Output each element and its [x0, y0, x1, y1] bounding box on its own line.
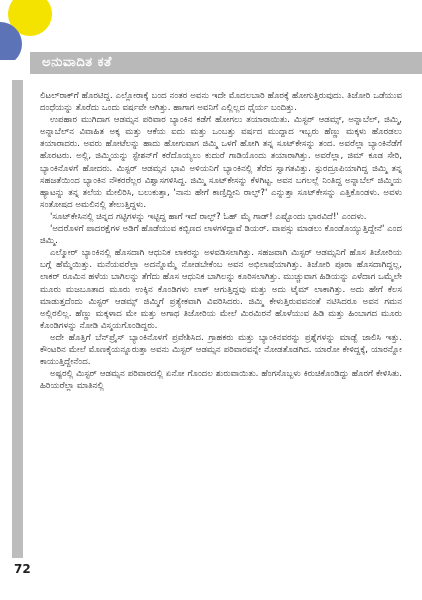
paragraph: ಲಿಟಲ್‌ರಾಕ್‌ಗೆ ಹೊರಟಿದ್ದ. ಎಲ್ಲೋರಾಕ್ಕೆ ಬಂದ ನಂತರ ಅವನು ಇದೇ ಮೊದಲಬಾರಿ ಹೊರಕ್ಕೆ ಹೋಗುತ್ತಿರುವುದು. ತಿಜೋರಿ ಒಡೆಯುವ ದಂಧೆಯನ್ನು ತೊರೆದು ಒಂದು ವರ್ಷವೇ ಆಗಿತ್ತು. ಹಾಗಾಗ ಅವನಿಗೆ ಎಲ್ಲಿಲ್ಲದ ಧೈರ್ಯ ಬಂದಿತ್ತು.	[40, 91, 402, 114]
story-body	[40, 90, 402, 392]
page-number: 72	[14, 562, 31, 576]
paragraph: 'ಸೂಟ್‌ಕೇಸಿನಲ್ಲಿ ಚಿನ್ನದ ಗಟ್ಟಿಗಳನ್ನು ಇಟ್ಟಿದ್ದ ಹಾಗೆ ಇದೆ ರಾಲ್ಫ್? ಓಹ್ ಮೈ ಗಾಡ್! ಎಷ್ಟೊಂದು ಭಾರವಿದೆ!' ಎಂದಳು.	[50, 211, 367, 222]
paragraph: ಉಪಹಾರ ಮುಗಿದಾಗ ಆಡಮ್ಸನ ಪರಿವಾರ ಬ್ಯಾಂಕಿನ ಕಡೆಗೆ ಹೋಗಲು ತಯಾರಾಯಿತು. ಮಿಸ್ಟರ್ ಆಡಮ್ಸ್, ಅನ್ನಾಬೆಲ್, ಜಿಮ್ಮಿ, ಅನ್ನಾಬೆಲ್‌ನ ವಿವಾಹಿತ ಅಕ್ಕ ಮತ್ತು ಆಕೆಯ ಐದು ಮತ್ತು ಒಂಬತ್ತು ವರ್ಷದ ಮುದ್ದಾದ ಇಬ್ಬರು ಹೆಣ್ಣು ಮಕ್ಕಳು ಹೊರಡಲು ತಯಾರಾದರು. ಅವರು ಹೋಟೆಲನ್ನು ಹಾದು ಹೋಗುವಾಗ ಜಿಮ್ಮಿ ಒಳಗೆ ಹೋಗಿ ತನ್ನ ಸೂಟ್‌ಕೇಸನ್ನು ತಂದ. ಅವರೆಲ್ಲಾ ಬ್ಯಾಂಕಿನೆಡೆಗೆ ಹೊರಟರು. ಅಲ್ಲಿ, ಜಿಮ್ಮಿಯನ್ನು ಸ್ಟೇಶನ್‌ಗೆ ಕರೆದೊಯ್ಯಲು ಕುದುರೆ ಗಾಡಿಯೊಂದು ತಯಾರಾಗಿತ್ತು. ಅವರೆಲ್ಲಾ, ಜಿಮ್ ಕೂಡ ಸೇರಿ, ಬ್ಯಾಂಕಿನೊಳಗೆ ಹೋದರು. ಮಿಸ್ಟರ್ ಆಡಮ್ಸನ ಭಾವಿ ಅಳಿಯನಿಗೆ ಬ್ಯಾಂಕಿನಲ್ಲಿ ತೆರೆದ ಸ್ವಾಗತವಿತ್ತು. ಸ್ಫುರದ್ರೂಪಿಯಾಗಿದ್ದ ಜಿಮ್ಮಿ ತನ್ನ ಸಹಜತೆಯಿಂದ ಬ್ಯಾಂಕಿನ ನೌಕರರೆಲ್ಲರ ವಿಶ್ವಾಸಗಳಿಸಿದ್ದ. ಜಿಮ್ಮಿ ಸೂಟ್‌ಕೇಸನ್ನು ಕೆಳಗಿಟ್ಟ. ಅವನ ಬಗಲಲ್ಲೆ ನಿಂತಿದ್ದ ಅನ್ನಾಬೆಲ್ ಜಿಮ್ಮಿಯ ಹ್ಯಾಟನ್ನು ತನ್ನ ತಲೆಯ ಮೇಲಿರಿಸಿ, ಬಲುಕುತ್ತಾ, 'ನಾನು ಹೇಗೆ ಕಾಣ್ತಿದ್ದೀನಿ ರಾಲ್ಫ್?' ಎನ್ನುತ್ತಾ ಸೂಟ್‌ಕೇಸನ್ನು ಎತ್ತಿಕೊಂಡಳು. ಅವಳು ಸಂತೋಷದ ಅಮಲಿನಲ್ಲಿ ತೇಲುತ್ತಿದ್ದಳು.	[40, 115, 402, 210]
side-bar-decoration	[12, 80, 23, 558]
section-title: ಅನುವಾದಿತ ಕತೆ	[42, 55, 112, 70]
paragraph: ಅಷ್ಟರಲ್ಲಿ ಮಿಸ್ಟರ್ ಆಡಮ್ಸನ ಪರಿವಾರದಲ್ಲಿ ಏನೋ ಗೊಂದಲ ಶುರುವಾಯಿತು. ಹೆಂಗಸೊಬ್ಬಳು ಕಿರುಚಿಕೊಂಡಿದ್ದು ಹೊರಗೆ ಕೇಳಿಸಿತು. ಹಿರಿಯರೆಲ್ಲಾ ಮಾತಿನಲ್ಲಿ	[40, 369, 402, 392]
paragraph: ಅದೇ ಹೊತ್ತಿಗೆ ಬೆನ್‌ಪ್ರೈಸ್ ಬ್ಯಾಂಕಿನೊಳಗೆ ಪ್ರವೇಶಿಸಿದ. ಗ್ರಾಹಕರು ಮತ್ತು ಬ್ಯಾಂಕಿನವರನ್ನು ಪ್ರಶ್ನೆಗಳನ್ನು ಮಾಡ್ಬೆ ಜಾಲಿಸಿ ಇತ್ತು. ಕೌಂಟರಿನ ಮೇಲೆ ಮೊಣಕೈಯನ್ನೂರುತ್ತಾ ಅವನು ಮಿಸ್ಟರ್ ಆಡಮ್ಸನ ಪರಿವಾರವನ್ನೇ ನೋಡತೊಡಗಿದ. ಯಾರೋ ಕೇಳಿದ್ದಕ್ಕೆ, ಯಾರನ್ನೋ ಕಾಯುತ್ತಿದ್ದೇನೆಂದ.	[40, 332, 402, 368]
corner-decoration	[0, 0, 60, 60]
paragraph: 'ಅದರೊಳಗೆ ಪಾದರಕ್ಷೆಗಳ ಅಡಿಗೆ ಹೊಡೆಯುವ ಕಬ್ಬಿಣದ ಲಾಳಗಳಿದ್ದಾವೆ ಡಿಯರ್. ವಾಪಸ್ಸು ಮಾಡಲು ಕೊಂಡೊಯ್ಯುತ್ತಿದ್ದೇನೆ' ಎಂದ ಜಿಮ್ಮಿ.	[40, 224, 402, 247]
paragraph: ಎಲ್ಮೋರ್ ಬ್ಯಾಂಕಿನಲ್ಲಿ ಹೊಸದಾಗಿ ಆಧುನಿಕ ಲಾಕರನ್ನು ಅಳವಡಿಸಲಾಗಿತ್ತು. ಸಹಜವಾಗಿ ಮಿಸ್ಟರ್ ಆಡಮ್ಸನಿಗೆ ಹೊಸ ತಿಜೋರಿಯ ಬಗ್ಗೆ ಹೆಮ್ಮೆಯಿತ್ತು. ಮನೆಯವರೆಲ್ಲಾ ಅದನ್ನೊಮ್ಮೆ ನೋಡಬೇಕೆಂಬ ಅವನ ಅಭಿಲಾಷೆಯಾಗಿತ್ತು. ತಿಜೋರಿ ಪೂರಾ ಹೊಸದಾಗಿದ್ದಲ್ಲ, ಲಾಕರ್ ರೂಮಿನ ಹಳೆಯ ಬಾಗಿಲನ್ನು ತೆಗೆದು ಹೊಸ ಆಧುನಿಕ ಬಾಗಿಲನ್ನು ಕೂರಿಸಲಾಗಿತ್ತು. ಮುಚ್ಚುವಾಗ ಹಿಡಿಯನ್ನು ಎಳೆದಾಗ ಒಮ್ಮೆಲೇ ಮೂರು ಮಜಬೂತಾದ ಮೂರು ಉಕ್ಕಿನ ಕೊಂಡಿಗಳು ಲಾಕ್ ಆಗುತ್ತಿದ್ದವು ಮತ್ತು ಅದು ಟೈಮ್ ಲಾಕಾಗಿತ್ತು. ಅದು ಹೇಗೆ ಕೆಲಸ ಮಾಡುತ್ತದೆಂದು ಮಿಸ್ಟರ್ ಆಡಮ್ಸ್ ಜಿಮ್ಮಿಗೆ ಪ್ರತ್ಯೇಕವಾಗಿ ವಿವರಿಸಿದರು. ಜಿಮ್ಮಿ ಕೇಳುತ್ತಿರುವವನಂತೆ ನಟಿಸಿದರೂ ಅವನ ಗಮನ ಅಲ್ಲಿರಲಿಲ್ಲ. ಹೆಣ್ಣು ಮಕ್ಕಳಾದ ಮೇ ಮತ್ತು ಅಗಾಥ ತಿಜೋರಿಯ ಮೇಲೆ ಮಿರಮಿರನೆ ಹೊಳೆಯುವ ಹಿಡಿ ಮತ್ತು ಹಿಂಬಾಗದ ಮೂರು ಕೊಂಡಿಗಳನ್ನು ನೋಡಿ ವಿಸ್ಮಯಗೊಂಡಿದ್ದರು.	[40, 248, 402, 331]
